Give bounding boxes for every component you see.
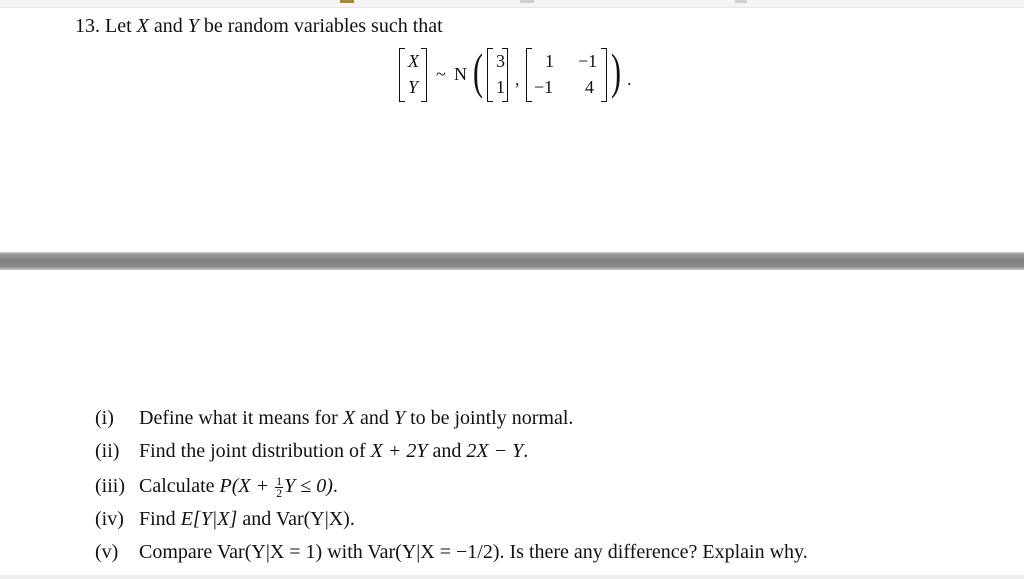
edge-mark [520, 0, 534, 3]
question-statement [75, 13, 443, 39]
fraction-numerator: 1 [276, 473, 283, 488]
cov-11: 1 [545, 51, 554, 71]
open-paren: ( [473, 43, 483, 99]
part-text: . Is there any difference? Explain why. [499, 541, 808, 563]
page-divider [0, 252, 1024, 270]
question-number: 13. [75, 15, 100, 37]
vector-bracket-left [399, 48, 405, 102]
edge-mark [735, 0, 747, 3]
part-text: . [332, 475, 338, 497]
math-expr: Var(Y|X = −1/2) [367, 541, 500, 563]
math-expr: E[Y|X] [180, 508, 238, 530]
part-text: and [242, 508, 272, 530]
math-expr: 2X − Y [466, 440, 524, 462]
part-text: with [327, 541, 363, 563]
part-text: Define what it means for [139, 407, 338, 429]
close-paren: ) [611, 43, 621, 99]
distribution-formula [393, 45, 638, 105]
part-text: Calculate [139, 475, 215, 497]
vector-top: X [408, 51, 419, 71]
part-text: . [349, 508, 355, 530]
math-var: X [342, 407, 356, 429]
part-label: (iii) [95, 475, 125, 497]
formula-period: . [627, 69, 632, 89]
part-text: . [523, 440, 529, 462]
variable-x: X [136, 15, 149, 37]
mean-top: 3 [496, 51, 505, 71]
question-lead: Let [105, 15, 132, 37]
cov-21: −1 [534, 77, 554, 97]
part-text: and [432, 440, 462, 462]
vector-bracket-right [421, 48, 427, 102]
fraction-denominator: 2 [276, 485, 283, 500]
top-edge [0, 0, 1024, 8]
math-expr: X + 2Y [370, 440, 428, 462]
question-and: and [153, 15, 183, 37]
part-label: (iv) [95, 508, 124, 530]
math-expr: Var(Y|X = 1) [216, 541, 323, 563]
math-var: Y [393, 407, 406, 429]
part-text: and [360, 407, 389, 429]
math-expr: Y ≤ 0) [284, 475, 333, 497]
formula-comma: , [515, 69, 520, 89]
variable-y: Y [187, 15, 199, 37]
edge-mark [340, 0, 354, 3]
bottom-edge [0, 575, 1024, 579]
part-text: Compare [139, 541, 213, 563]
math-expr: Var(Y|X) [275, 508, 350, 530]
mean-bracket-left [487, 48, 493, 102]
part-text: to be jointly normal. [410, 407, 574, 429]
mean-bracket-right [502, 48, 508, 102]
mean-bottom: 1 [496, 77, 505, 97]
part-text: Find [139, 508, 176, 530]
cov-12: −1 [578, 51, 598, 71]
part-label: (v) [95, 541, 119, 563]
math-expr: P(X + [219, 475, 270, 497]
cov-bracket-right [601, 48, 607, 102]
question-tail: be random variables such that [203, 15, 443, 37]
normal-symbol: N [454, 64, 467, 84]
part-label: (ii) [95, 440, 120, 462]
vector-bottom: Y [408, 77, 419, 97]
distributed-as-symbol: ~ [436, 64, 446, 84]
part-label: (i) [95, 407, 114, 429]
cov-22: 4 [585, 77, 594, 97]
part-text: Find the joint distribution of [139, 440, 366, 462]
fraction-one-half [275, 473, 283, 500]
cov-bracket-left [526, 48, 532, 102]
